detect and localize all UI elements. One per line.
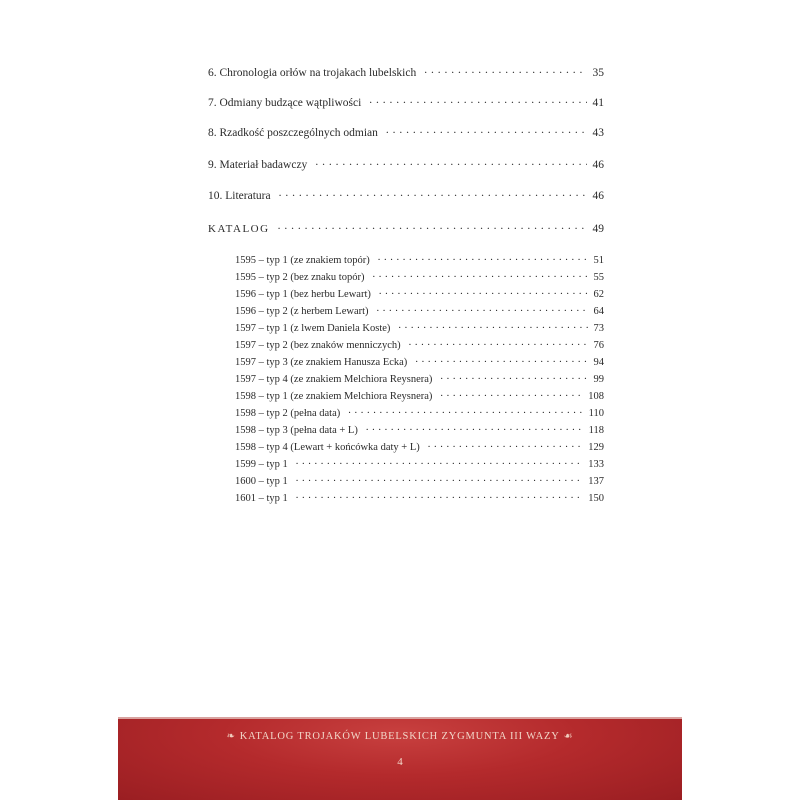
toc-entry	[208, 64, 604, 79]
catalog-entry-label: 1598 – typ 3 (pełna data + L)	[235, 424, 358, 436]
catalog-entry	[235, 422, 604, 436]
dot-leader	[296, 456, 582, 467]
toc-entry	[208, 156, 604, 171]
catalog-entry-label: 1597 – typ 1 (z lwem Daniela Koste)	[235, 322, 391, 334]
dot-leader	[348, 405, 582, 416]
toc-entry-page: 35	[592, 66, 604, 79]
toc-entry-page: 49	[592, 222, 604, 235]
toc-entry-label: KATALOG	[208, 222, 270, 235]
catalog-entry-page: 108	[588, 390, 604, 402]
catalog-entry-label: 1601 – typ 1	[235, 492, 288, 504]
dot-leader	[296, 490, 582, 501]
toc-entry-page: 46	[592, 158, 604, 171]
catalog-entry-label: 1595 – typ 2 (bez znaku topór)	[235, 271, 365, 283]
catalog-entry-label: 1597 – typ 3 (ze znakiem Hanusza Ecka)	[235, 356, 408, 368]
catalog-entry	[235, 473, 604, 487]
dot-leader	[440, 371, 587, 382]
catalog-entry	[235, 354, 604, 368]
toc-entry-page: 41	[592, 96, 604, 109]
catalog-entry-page: 62	[593, 288, 604, 300]
dot-leader	[372, 269, 587, 280]
catalog-entry	[235, 286, 604, 300]
catalog-entry-page: 51	[593, 254, 604, 266]
footer-divider	[118, 717, 682, 719]
catalog-entry	[235, 320, 604, 334]
catalog-entry-page: 137	[588, 475, 604, 487]
catalog-entry-page: 73	[593, 322, 604, 334]
catalog-entry-label: 1595 – typ 1 (ze znakiem topór)	[235, 254, 370, 266]
catalog-entry-label: 1596 – typ 1 (bez herbu Lewart)	[235, 288, 371, 300]
catalog-entry-page: 150	[588, 492, 604, 504]
catalog-entry-page: 76	[593, 339, 604, 351]
catalog-entry	[235, 252, 604, 266]
dot-leader	[378, 252, 588, 263]
dot-leader	[415, 354, 587, 365]
toc-entry-label: 7. Odmiany budzące wątpliwości	[208, 96, 362, 109]
toc-entry	[208, 124, 604, 139]
catalog-entry-page: 110	[588, 407, 604, 419]
toc-entry-label: 9. Materiał badawczy	[208, 158, 308, 171]
dot-leader	[409, 337, 588, 348]
dot-leader	[386, 124, 587, 136]
dot-leader	[377, 303, 588, 314]
catalog-entry-label: 1600 – typ 1	[235, 475, 288, 487]
toc-section-katalog	[208, 220, 604, 235]
dot-leader	[279, 187, 587, 199]
catalog-entry-page: 118	[588, 424, 604, 436]
toc-entry-label: 8. Rzadkość poszczególnych odmian	[208, 126, 378, 139]
catalog-entry-page: 64	[593, 305, 604, 317]
catalog-entry	[235, 490, 604, 504]
catalog-entry-label: 1598 – typ 4 (Lewart + końcówka daty + L)	[235, 441, 420, 453]
catalog-entry-label: 1598 – typ 2 (pełna data)	[235, 407, 341, 419]
dot-leader	[278, 220, 587, 232]
dot-leader	[398, 320, 587, 331]
catalog-entry-label: 1598 – typ 1 (ze znakiem Melchiora Reysnera)	[235, 390, 433, 402]
page-number: 4	[397, 756, 403, 768]
dot-leader	[366, 422, 583, 433]
catalog-entry-label: 1597 – typ 2 (bez znaków menniczych)	[235, 339, 401, 351]
toc-entry-label: 6. Chronologia orłów na trojakach lubelskich	[208, 66, 417, 79]
page-footer-band	[118, 717, 682, 800]
toc-entry	[208, 94, 604, 109]
dot-leader	[379, 286, 588, 297]
catalog-entry-label: 1596 – typ 2 (z herbem Lewart)	[235, 305, 369, 317]
dot-leader	[424, 64, 586, 76]
catalog-entry	[235, 371, 604, 385]
catalog-entry-page: 129	[588, 441, 604, 453]
catalog-entry-page: 99	[593, 373, 604, 385]
catalog-entry-page: 55	[593, 271, 604, 283]
catalog-entry	[235, 456, 604, 470]
catalog-entry	[235, 388, 604, 402]
dot-leader	[369, 94, 586, 106]
dot-leader	[440, 388, 582, 399]
toc-entry-page: 43	[592, 126, 604, 139]
catalog-entry	[235, 439, 604, 453]
catalog-entry-label: 1597 – typ 4 (ze znakiem Melchiora Reysnera)	[235, 373, 433, 385]
catalog-entry-page: 94	[593, 356, 604, 368]
catalog-entry	[235, 269, 604, 283]
dot-leader	[296, 473, 582, 484]
toc-entry-page: 46	[592, 189, 604, 202]
dot-leader	[315, 156, 586, 168]
catalog-entry	[235, 303, 604, 317]
leaf-ornament-icon: ❧	[226, 731, 236, 742]
dot-leader	[428, 439, 582, 450]
toc-entry-label: 10. Literatura	[208, 189, 271, 202]
catalog-entry	[235, 337, 604, 351]
running-title-text: KATALOG TROJAKÓW LUBELSKICH ZYGMUNTA III WAZY	[239, 731, 560, 742]
catalog-entry-page: 133	[588, 458, 604, 470]
catalog-entry-label: 1599 – typ 1	[235, 458, 288, 470]
catalog-entry	[235, 405, 604, 419]
leaf-ornament-icon: ☙	[563, 731, 574, 742]
toc-entry	[208, 187, 604, 202]
running-title	[118, 731, 682, 742]
